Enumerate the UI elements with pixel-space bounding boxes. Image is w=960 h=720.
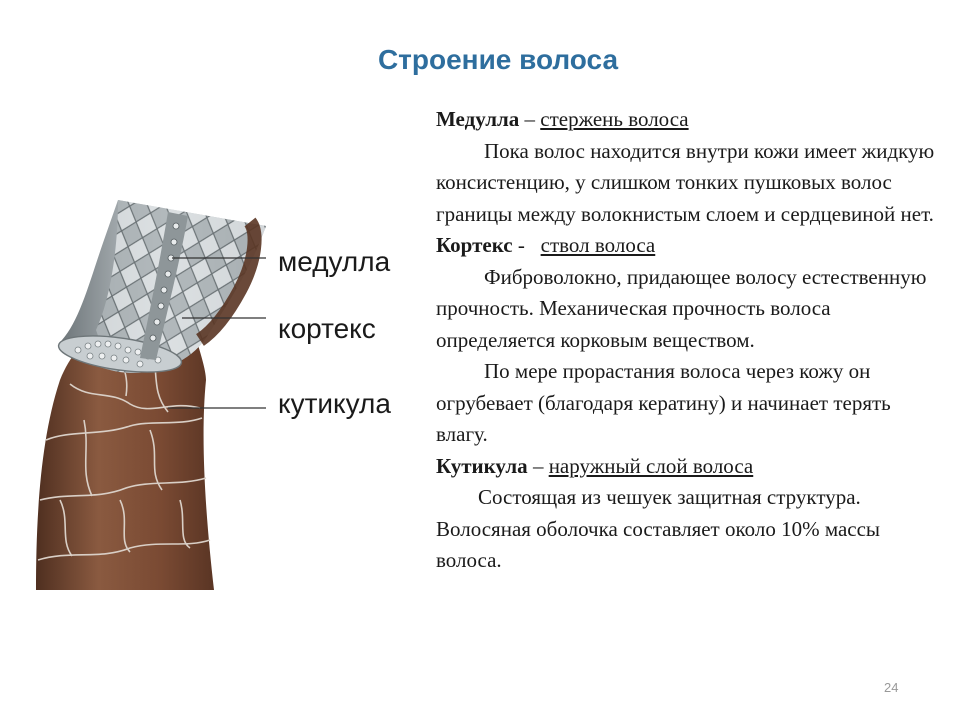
label-cortex: кортекс <box>278 313 376 344</box>
paragraph: Состоящая из чешуек защитная структура. Волосяная оболочка составляет около 10% массы волоса. <box>436 485 881 572</box>
term: Кортекс <box>436 233 513 257</box>
paragraph: Фиброволокно, придающее волосу естественную прочность. Механическая прочность волоса определяется корковым веществом. <box>436 264 927 352</box>
paragraph: По мере прорастания волоса через кожу он огрубевает (благодаря кератину) и начинает терять влагу. <box>436 359 891 446</box>
section-medulla-heading <box>436 104 936 136</box>
slide-title: Строение волоса <box>377 44 619 75</box>
separator: – <box>527 453 549 478</box>
term: Кутикула <box>436 453 528 478</box>
separator: - <box>512 233 541 257</box>
label-medulla: медулла <box>278 246 391 277</box>
label-cuticle: кутикула <box>278 388 391 419</box>
term: Медулла <box>436 107 520 131</box>
separator: – <box>519 107 541 131</box>
paragraph: Пока волос находится внутри кожи имеет жидкую консистенцию, у слишком тонких пушковых волос границы между волокнистым слоем и сердцевиной нет. <box>436 138 935 226</box>
definition: стержень волоса <box>540 107 689 131</box>
page-number: 24 <box>884 680 899 695</box>
definition: наружный слой волоса <box>548 453 754 478</box>
definition: ствол волоса <box>540 233 656 257</box>
section-cuticle-heading <box>436 451 936 483</box>
section-cortex-heading <box>436 230 936 262</box>
description-text <box>436 104 936 577</box>
